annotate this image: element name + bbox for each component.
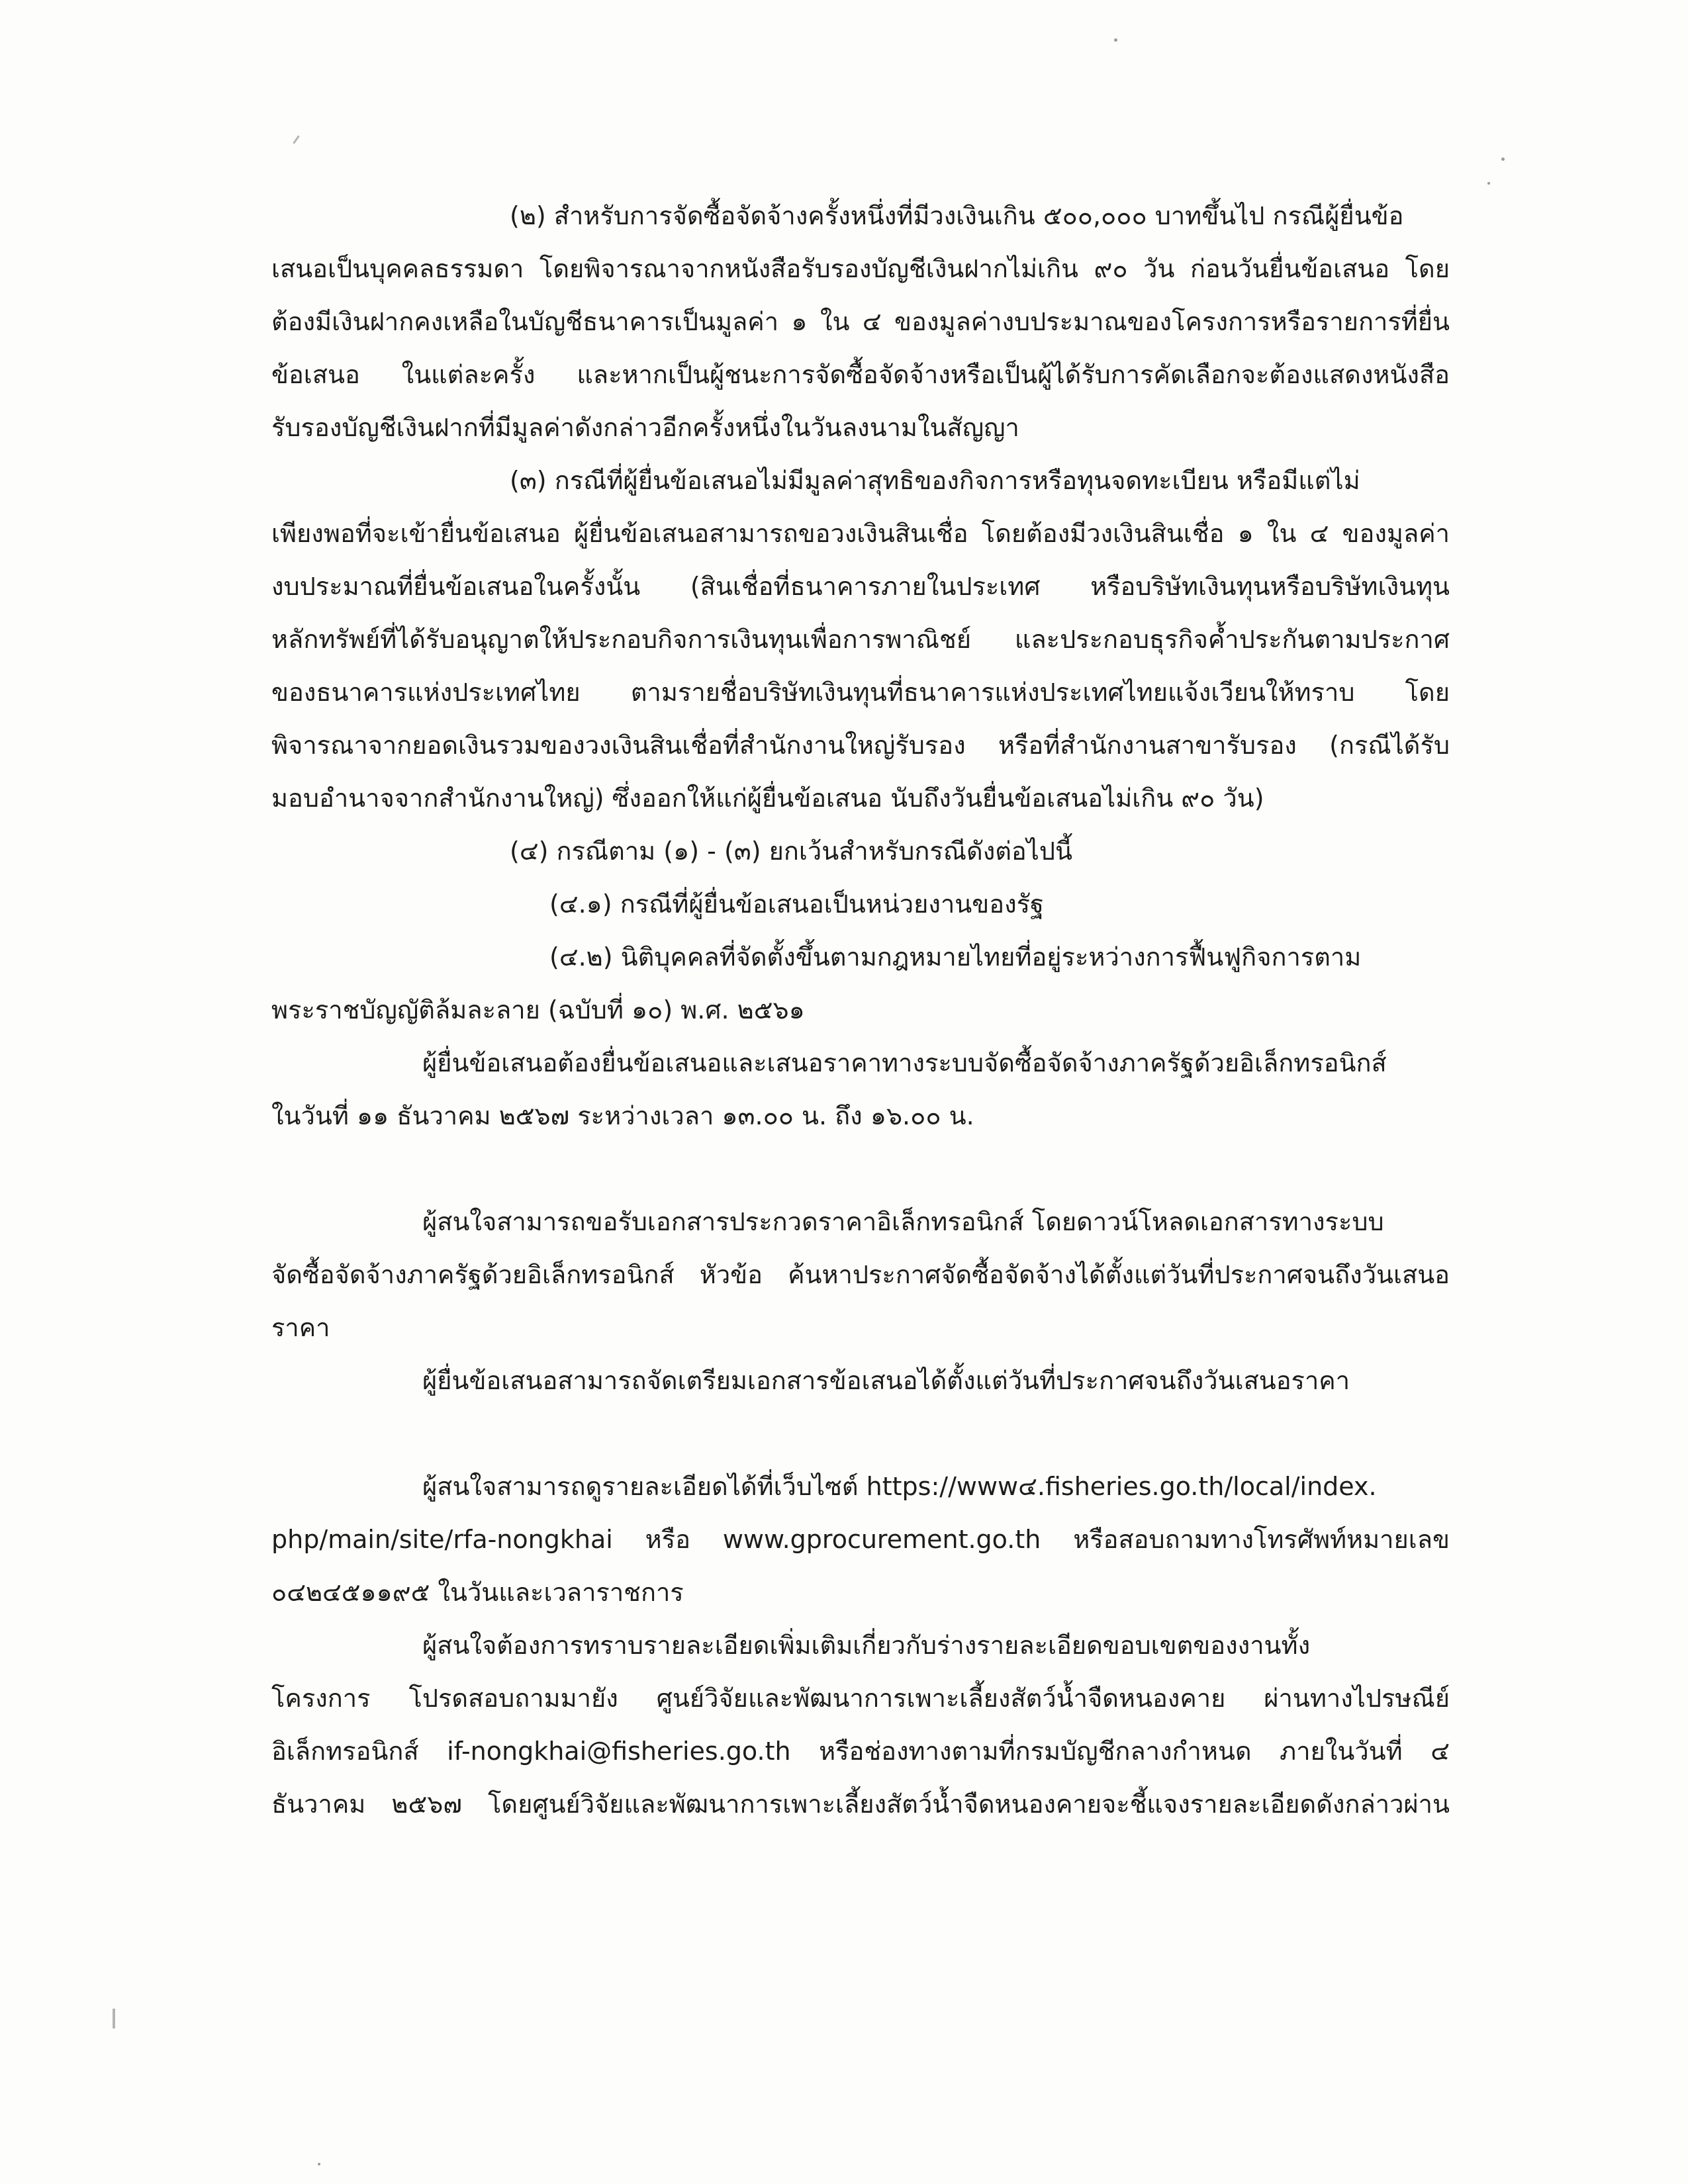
submission-line-2: ในวันที่ ๑๑ ธันวาคม ๒๕๖๗ ระหว่างเวลา ๑๓.๐๐ น. ถึง ๑๖.๐๐ น. [271, 1101, 974, 1130]
paragraph-3-line-7: มอบอำนาจจากสำนักงานใหญ่) ซึ่งออกให้แก่ผู้ยื่นข้อเสนอ นับถึงวันยื่นข้อเสนอไม่เกิน ๙๐ วัน) [271, 784, 1264, 813]
paragraph-2-line-3: ต้องมีเงินฝากคงเหลือในบัญชีธนาคารเป็นมูลค่า ๑ ใน ๔ ของมูลค่างบประมาณของโครงการหรือรายการที่ยื่น [271, 307, 1450, 336]
inquiry-line-2: โครงการ โปรดสอบถามมายัง ศูนย์วิจัยและพัฒนาการเพาะเลี้ยงสัตว์น้ำจืดหนองคาย ผ่านทางไปรษณีย์ [271, 1684, 1450, 1713]
inquiry-line-4: ธันวาคม ๒๕๖๗ โดยศูนย์วิจัยและพัฒนาการเพาะเลี้ยงสัตว์น้ำจืดหนองคายจะชี้แจงรายละเอียดดังกล่าวผ่าน [271, 1790, 1450, 1819]
download-line-3: ราคา [271, 1313, 330, 1342]
paragraph-3-line-5: ของธนาคารแห่งประเทศไทย ตามรายชื่อบริษัทเงินทุนที่ธนาคารแห่งประเทศไทยแจ้งเวียนให้ทราบ โดย [271, 678, 1450, 707]
paragraph-2-line-4: ข้อเสนอ ในแต่ละครั้ง และหากเป็นผู้ชนะการจัดซื้อจัดจ้างหรือเป็นผู้ได้รับการคัดเลือกจะต้องแสดงหนังสือ [271, 360, 1450, 389]
paragraph-3-line-6: พิจารณาจากยอดเงินรวมของวงเงินสินเชื่อที่สำนักงานใหญ่รับรอง หรือที่สำนักงานสาขารับรอง (กรณีได้รับ [271, 731, 1450, 760]
scan-speck [318, 2163, 320, 2165]
website-line-3: ๐๔๒๔๕๑๑๙๕ ในวันและเวลาราชการ [271, 1578, 684, 1607]
inquiry-line-3: อิเล็กทรอนิกส์ if-nongkhai@fisheries.go.th หรือช่องทางตามที่กรมบัญชีกลางกำหนด ภายในวันที่ ๔ [271, 1737, 1450, 1766]
scan-speck [1501, 158, 1505, 161]
inquiry-line-1: ผู้สนใจต้องการทราบรายละเอียดเพิ่มเติมเกี่ยวกับร่างรายละเอียดขอบเขตของงานทั้ง [422, 1631, 1311, 1660]
download-line-2: จัดซื้อจัดจ้างภาครัฐด้วยอิเล็กทรอนิกส์ หัวข้อ ค้นหาประกาศจัดซื้อจัดจ้างได้ตั้งแต่วันที่ประกาศจนถึงวันเสนอ [271, 1260, 1450, 1289]
submission-line-1: ผู้ยื่นข้อเสนอต้องยื่นข้อเสนอและเสนอราคาทางระบบจัดซื้อจัดจ้างภาครัฐด้วยอิเล็กทรอนิกส์ [422, 1048, 1387, 1077]
paragraph-2-line-5: รับรองบัญชีเงินฝากที่มีมูลค่าดังกล่าวอีกครั้งหนึ่งในวันลงนามในสัญญา [271, 413, 1019, 442]
paragraph-3-line-3: งบประมาณที่ยื่นข้อเสนอในครั้งนั้น (สินเชื่อที่ธนาคารภายในประเทศ หรือบริษัทเงินทุนหรือบริษัทเงินทุน [271, 572, 1450, 601]
download-line-1: ผู้สนใจสามารถขอรับเอกสารประกวดราคาอิเล็กทรอนิกส์ โดยดาวน์โหลดเอกสารทางระบบ [422, 1207, 1384, 1236]
preparation-line: ผู้ยื่นข้อเสนอสามารถจัดเตรียมเอกสารข้อเสนอได้ตั้งแต่วันที่ประกาศจนถึงวันเสนอราคา [422, 1366, 1350, 1395]
scan-speck [1487, 182, 1490, 185]
scan-speck [1114, 38, 1117, 42]
paragraph-4-2-line-1: (๔.๒) นิติบุคคลที่จัดตั้งขึ้นตามกฎหมายไทยที่อยู่ระหว่างการฟื้นฟูกิจการตาม [549, 942, 1362, 972]
scan-speck [113, 2009, 115, 2028]
paragraph-3-line-4: หลักทรัพย์ที่ได้รับอนุญาตให้ประกอบกิจการเงินทุนเพื่อการพาณิชย์ และประกอบธุรกิจค้ำประกันตามประกาศ [271, 625, 1450, 654]
paragraph-3-line-1: (๓) กรณีที่ผู้ยื่นข้อเสนอไม่มีมูลค่าสุทธิของกิจการหรือทุนจดทะเบียน หรือมีแต่ไม่ [510, 466, 1360, 495]
paragraph-4-2-line-2: พระราชบัญญัติล้มละลาย (ฉบับที่ ๑๐) พ.ศ. ๒๕๖๑ [271, 995, 805, 1024]
paragraph-2-line-2: เสนอเป็นบุคคลธรรมดา โดยพิจารณาจากหนังสือรับรองบัญชีเงินฝากไม่เกิน ๙๐ วัน ก่อนวันยื่นข้อเสนอ โดย [271, 254, 1450, 283]
paragraph-3-line-2: เพียงพอที่จะเข้ายื่นข้อเสนอ ผู้ยื่นข้อเสนอสามารถขอวงเงินสินเชื่อ โดยต้องมีวงเงินสินเชื่อ ๑ ใน ๔ ของมูลค่า [271, 519, 1450, 548]
paragraph-4-1: (๔.๑) กรณีที่ผู้ยื่นข้อเสนอเป็นหน่วยงานของรัฐ [549, 889, 1045, 919]
blank-line [271, 1142, 1450, 1195]
blank-line [271, 1407, 1450, 1460]
website-line-1: ผู้สนใจสามารถดูรายละเอียดได้ที่เว็บไซต์ https://www๔.fisheries.go.th/local/index. [422, 1472, 1377, 1501]
document-body [271, 189, 1450, 1831]
paragraph-4-heading: (๔) กรณีตาม (๑) - (๓) ยกเว้นสำหรับกรณีดังต่อไปนี้ [510, 837, 1072, 866]
website-line-2: php/main/site/rfa-nongkhai หรือ www.gprocurement.go.th หรือสอบถามทางโทรศัพท์หมายเลข [271, 1525, 1450, 1554]
paragraph-2-line-1: (๒) สำหรับการจัดซื้อจัดจ้างครั้งหนึ่งที่มีวงเงินเกิน ๕๐๐,๐๐๐ บาทขึ้นไป กรณีผู้ยื่นข้อ [510, 201, 1404, 230]
scan-speck [293, 135, 299, 144]
